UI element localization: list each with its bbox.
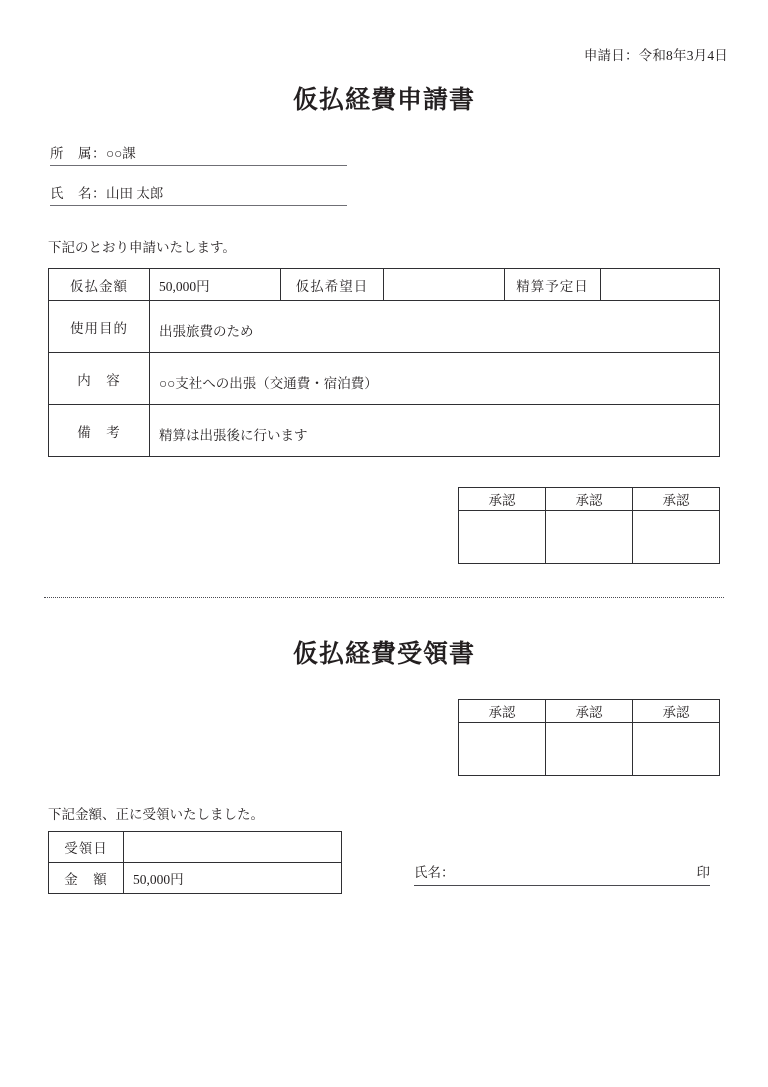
purpose-label: 使用目的 xyxy=(70,320,128,336)
department-field xyxy=(50,142,347,166)
remarks-label-cell xyxy=(49,405,150,457)
wish-date-value-cell[interactable] xyxy=(384,269,505,301)
approval-stamp-cell-3[interactable] xyxy=(633,511,720,564)
receipt-date-label: 受領日 xyxy=(64,841,108,856)
approval-table-application xyxy=(458,487,720,564)
approval-header-cell-3: 承認 xyxy=(633,488,720,511)
table-row xyxy=(49,269,720,301)
receipt-amount-value: 50,000円 xyxy=(133,872,184,887)
receipt-signature-label: 氏名： xyxy=(414,865,455,880)
department-value: ○○課 xyxy=(106,146,136,161)
application-intro-text: 下記のとおり申請いたします。 xyxy=(48,240,236,255)
advance-amount-label-cell xyxy=(49,269,150,301)
approval-header-row xyxy=(459,700,720,723)
advance-amount-value: 50,000円 xyxy=(159,278,210,294)
application-details-table xyxy=(48,268,720,457)
purpose-value-cell[interactable] xyxy=(150,301,720,353)
approval-header-cell-2: 承認 xyxy=(546,700,633,723)
approval-header-row xyxy=(459,488,720,511)
applicant-name-label: 氏 名： xyxy=(50,186,106,201)
wish-date-label: 仮払希望日 xyxy=(295,278,369,294)
page-title-receipt: 仮払経費受領書 xyxy=(292,641,475,668)
approval-stamp-cell-1[interactable] xyxy=(459,723,546,776)
content-value-cell[interactable] xyxy=(150,353,720,405)
table-row xyxy=(49,405,720,457)
remarks-label: 備 考 xyxy=(77,424,121,440)
table-row xyxy=(49,353,720,405)
approval-stamp-row xyxy=(459,723,720,776)
content-label-cell xyxy=(49,353,150,405)
table-row xyxy=(49,832,342,863)
receipt-amount-label-cell xyxy=(49,863,124,894)
receipt-intro-text: 下記金額、正に受領いたしました。 xyxy=(48,807,264,822)
table-row xyxy=(49,301,720,353)
receipt-seal-label: 印 xyxy=(696,865,710,880)
advance-amount-value-cell[interactable] xyxy=(150,269,281,301)
approval-header-cell-3: 承認 xyxy=(633,700,720,723)
settlement-date-value-cell[interactable] xyxy=(601,269,720,301)
receipt-details-table xyxy=(48,831,342,894)
receipt-amount-label: 金 額 xyxy=(64,872,108,887)
settlement-date-label: 精算予定日 xyxy=(516,278,589,294)
approval-stamp-row xyxy=(459,511,720,564)
approval-stamp-cell-2[interactable] xyxy=(546,723,633,776)
receipt-date-label-cell xyxy=(49,832,124,863)
purpose-label-cell xyxy=(49,301,150,353)
remarks-value: 精算は出張後に行います xyxy=(159,428,308,443)
remarks-value-cell[interactable] xyxy=(150,405,720,457)
application-date: 申請日：令和8年3月4日 xyxy=(583,48,728,63)
applicant-name-field xyxy=(50,182,347,206)
content-label: 内 容 xyxy=(77,372,121,388)
advance-amount-label: 仮払金額 xyxy=(70,278,128,294)
table-row xyxy=(49,863,342,894)
approval-stamp-cell-1[interactable] xyxy=(459,511,546,564)
approval-stamp-cell-2[interactable] xyxy=(546,511,633,564)
approval-stamp-cell-3[interactable] xyxy=(633,723,720,776)
content-value: ○○支社への出張（交通費・宿泊費） xyxy=(159,376,378,391)
department-label: 所 属： xyxy=(50,146,106,161)
wish-date-label-cell xyxy=(281,269,384,301)
cut-line-divider xyxy=(44,597,724,598)
settlement-date-label-cell xyxy=(505,269,601,301)
approval-header-cell-1: 承認 xyxy=(459,700,546,723)
applicant-name-value: 山田 太郎 xyxy=(106,186,164,201)
approval-header-cell-1: 承認 xyxy=(459,488,546,511)
receipt-amount-value-cell[interactable] xyxy=(124,863,342,894)
approval-header-cell-2: 承認 xyxy=(546,488,633,511)
receipt-signature-field[interactable] xyxy=(414,861,710,886)
receipt-date-value-cell[interactable] xyxy=(124,832,342,863)
purpose-value: 出張旅費のため xyxy=(159,324,254,339)
page-title-application: 仮払経費申請書 xyxy=(292,87,475,114)
approval-table-receipt xyxy=(458,699,720,776)
